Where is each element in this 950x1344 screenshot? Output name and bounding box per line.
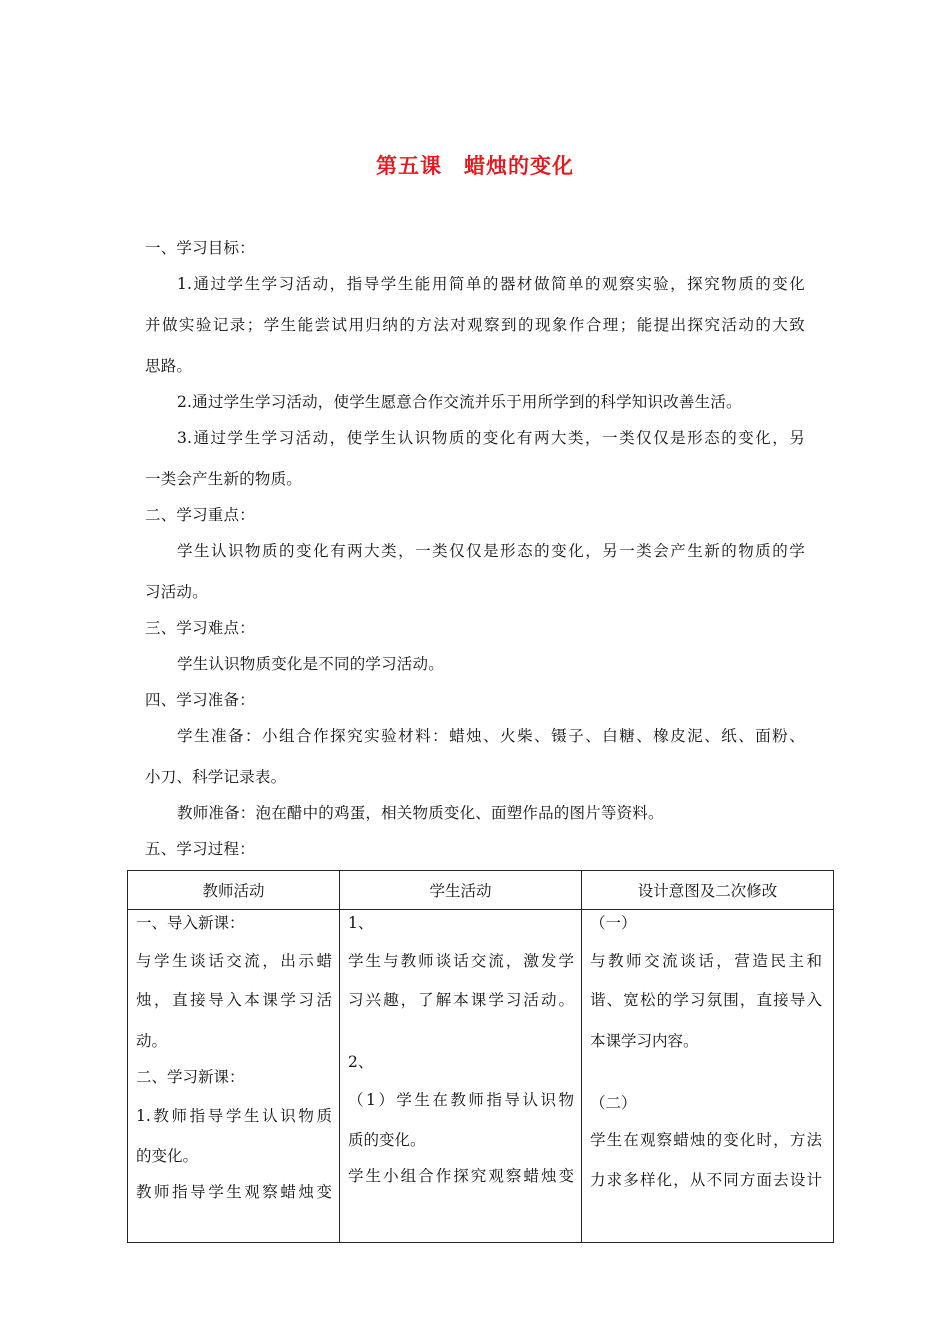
teacher-line: 一、导入新课： [136,914,245,932]
section-heading-preparation: 四、学习准备： [145,691,255,709]
teacher-preparation: 教师准备：泡在醋中的鸡蛋，相关物质变化、面塑作品的图片等资料。 [177,804,664,822]
header-teacher-activity: 教师活动 [128,871,340,910]
section-heading-process: 五、学习过程： [145,840,255,858]
student-preparation-line-2: 小刀、科学记录表。 [145,768,287,786]
teacher-line: 二、学习新课： [136,1068,245,1086]
process-table [127,870,834,1243]
difficulties-text: 学生认识物质变化是不同的学习活动。 [177,655,444,673]
student-line: 2、 [348,1053,374,1071]
section-heading-difficulties: 三、学习难点： [145,619,255,637]
header-student-activity: 学生活动 [340,871,582,910]
teacher-line: 的变化。 [136,1147,199,1165]
student-line: 学生小组合作探究观察蜡烛变 [348,1167,574,1185]
table-header-row [128,871,834,910]
header-design-intent: 设计意图及二次修改 [582,871,834,910]
teacher-line: 烛，直接导入本课学习活 [136,991,332,1009]
objective-1-line-1: 1.通过学生学习活动，指导学生能用简单的器材做简单的观察实验，探究物质的变化 [177,275,805,293]
key-points-line-1: 学生认识物质的变化有两大类，一类仅仅是形态的变化，另一类会产生新的物质的学 [177,542,805,560]
objective-1-line-2: 并做实验记录；学生能尝试用归纳的方法对观察到的现象作合理；能提出探究活动的大致 [145,316,805,334]
objective-3-line-2: 一类会产生新的物质。 [145,470,303,488]
student-line: 1、 [348,914,374,932]
design-line: 学生在观察蜡烛的变化时，方法 [590,1131,822,1149]
teacher-line: 与学生谈话交流，出示蜡 [136,952,332,970]
student-line: 质的变化。 [348,1131,426,1149]
table-row [128,910,834,1243]
objective-1-line-3: 思路。 [145,357,193,375]
design-line: 力求多样化，从不同方面去设计 [590,1171,822,1189]
teacher-activity-cell [128,910,340,1243]
design-line: （二） [590,1094,637,1112]
design-line: 本课学习内容。 [590,1032,699,1050]
teacher-line: 动。 [136,1032,168,1050]
teacher-line: 1.教师指导学生认识物质 [136,1107,332,1125]
design-intent-cell [582,910,834,1243]
design-line: 谐、宽松的学习氛围，直接导入 [590,991,822,1009]
student-line: 习兴趣，了解本课学习活动。 [348,991,574,1009]
student-line: （1）学生在教师指导认识物 [348,1091,574,1109]
objective-2: 2.通过学生学习活动，使学生愿意合作交流并乐于用所学到的科学知识改善生活。 [177,393,742,411]
key-points-line-2: 习活动。 [145,583,208,601]
student-preparation-line-1: 学生准备：小组合作探究实验材料：蜡烛、火柴、镊子、白糖、橡皮泥、纸、面粉、 [177,727,805,745]
student-activity-cell [340,910,582,1243]
student-line: 学生与教师谈话交流，激发学 [348,952,574,970]
design-line: 与教师交流谈话，营造民主和 [590,952,822,970]
section-heading-key-points: 二、学习重点： [145,506,255,524]
teacher-line: 教师指导学生观察蜡烛变 [136,1183,332,1201]
section-heading-objectives: 一、学习目标： [145,239,255,257]
objective-3-line-1: 3.通过学生学习活动，使学生认识物质的变化有两大类，一类仅仅是形态的变化，另 [177,429,805,447]
document-title: 第五课 蜡烛的变化 [376,154,574,178]
design-line: （一） [590,914,637,932]
